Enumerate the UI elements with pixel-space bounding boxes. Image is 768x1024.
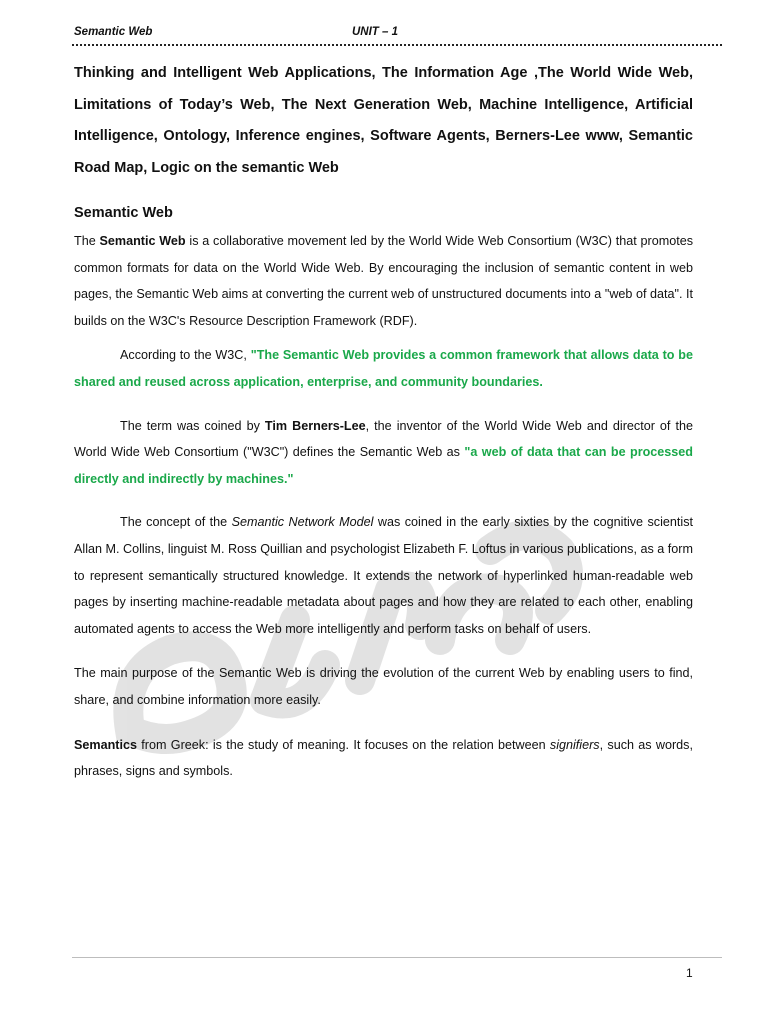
paragraph-semantic-network <box>74 509 693 642</box>
header-left-title: Semantic Web <box>74 26 153 38</box>
paragraph-w3c-quote <box>74 342 693 395</box>
p1-text-a: The <box>74 234 100 248</box>
p3-quote: "a web of data that can be processed directly and indirectly by machines." <box>74 445 693 486</box>
section-heading: Semantic Web <box>74 205 173 221</box>
footer-divider <box>72 957 722 958</box>
p4-italic-term: Semantic Network Model <box>231 515 374 530</box>
p6-italic-term: signifiers <box>549 737 600 752</box>
document-title: Thinking and Intelligent Web Applications, The Information Age ,The World Wide Web, Limitations of Today’s Web, The Next Generation Web, Machine Intelligence, Artificial Intelligence, Ontology, Inference engines, Software Agents, Berners-Lee www, Semantic Road Map, Logic on the semantic Web <box>74 65 693 176</box>
p5-text: The main purpose of the Semantic Web is driving the evolution of the current Web by enabling users to find, share, and combine information more easily. <box>74 666 693 707</box>
p3-bold-name: Tim Berners-Lee <box>264 418 366 433</box>
page-body <box>74 58 693 785</box>
p6-text-b: , such as words, phrases, signs and symbols. <box>74 737 693 779</box>
p4-text-a: The concept of the <box>120 515 232 530</box>
paragraph-semantics <box>74 732 693 785</box>
page-header <box>74 26 720 40</box>
paragraph-berners-lee <box>74 413 693 493</box>
p3-text-a: The term was coined by <box>120 418 265 433</box>
header-divider <box>72 44 722 46</box>
p1-text-b: is a collaborative movement led by the World Wide Web Consortium (W3C) that promotes common formats for data on the World Wide Web. By encouraging the inclusion of semantic content in web pages, the Semantic Web aims at converting the current web of unstructured documents into a "web of data". It builds on the W3C's Resource Description Framework (RDF). <box>74 234 694 328</box>
page-number: 1 <box>686 966 693 980</box>
header-unit: UNIT – 1 <box>352 26 399 38</box>
p3-text-b: , the inventor of the World Wide Web and director of the World Wide Web Consortium ("W3C") defines the Semantic Web as <box>74 418 693 460</box>
p6-text-a: from Greek: is the study of meaning. It focuses on the relation between <box>137 737 550 752</box>
p2-quote: "The Semantic Web provides a common framework that allows data to be shared and reused across application, enterprise, and community boundaries. <box>74 348 693 389</box>
paragraph-intro <box>74 228 693 334</box>
p4-text-b: was coined in the early sixties by the cognitive scientist Allan M. Collins, linguist M. Ross Quillian and psychologist Elizabeth F. Loftus in various publications, as a form to represent semantically structured knowledge. It extends the network of hyperlinked human-readable web pages by inserting machine-readable metadata about pages and how they are related to each other, enabling automated agents to access the Web more intelligently and perform tasks on behalf of users. <box>74 515 693 636</box>
p2-text: According to the W3C, <box>120 348 251 363</box>
p6-bold-term: Semantics <box>74 737 137 752</box>
paragraph-main-purpose <box>74 660 693 713</box>
p1-bold-term: Semantic Web <box>99 234 186 248</box>
